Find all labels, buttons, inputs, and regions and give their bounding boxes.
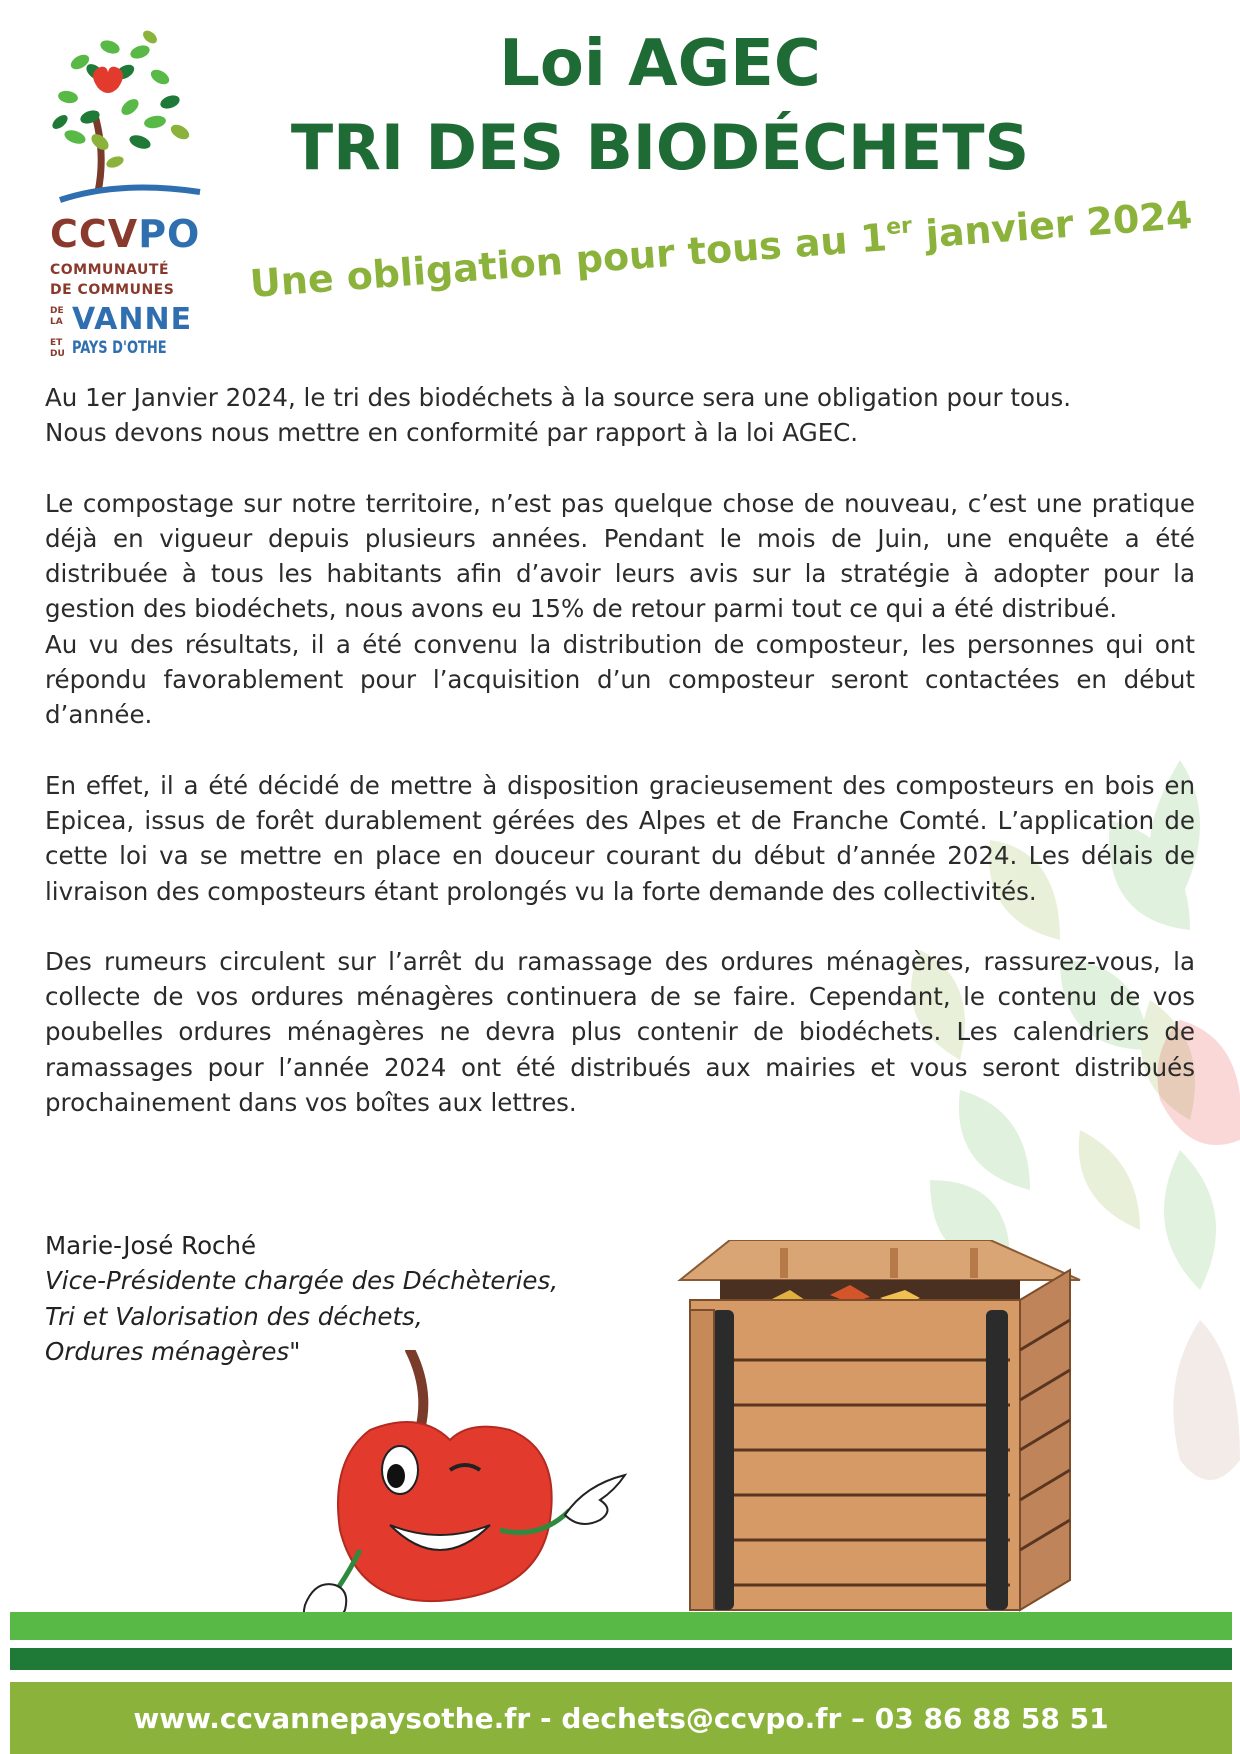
paragraph-resultats: Au vu des résultats, il a été convenu la distribution de composteur, les personnes qui ont répondu favorablement pour l’acquisition d’un composteur seront contactées en début d’année. <box>45 629 1195 730</box>
logo-vanne: VANNE <box>72 302 193 337</box>
logo-small-la: LA <box>50 317 63 327</box>
logo-pays-othe: PAYS D'OTHE <box>72 338 167 358</box>
ccvpo-logo <box>40 22 210 359</box>
footer-stripe-light <box>10 1612 1232 1640</box>
signature-name: Marie-José Roché <box>45 1231 257 1260</box>
logo-acronym: CCVPO <box>50 212 201 256</box>
signature-role-line1: Vice-Présidente chargée des Déchèteries, <box>45 1266 559 1296</box>
footer-bar <box>10 1682 1232 1754</box>
logo-line-communaute: COMMUNAUTÉ <box>50 262 170 278</box>
compost-bin-illustration <box>660 1240 1100 1620</box>
logo-small-de: DE <box>50 306 64 316</box>
logo-small-et: ET <box>50 338 63 348</box>
subtitle-obligation: Une obligation pour tous au 1er janvier 2024 <box>248 192 1194 306</box>
logo-line-de-communes: DE COMMUNES <box>50 282 175 298</box>
paragraph-en-effet: En effet, il a été décidé de mettre à disposition gracieusement des composteurs en bois en Epicea, issus de forêt durablement gérées des Alpes et de Franche Comté. L’application de cette loi va se mettre en place en douceur courant du début d’année 2024. Les délais de livraison des composteurs étant prolongés vu la forte demande des collectivités. <box>45 770 1195 906</box>
footer-contact: www.ccvannepaysothe.fr - dechets@ccvpo.fr – 03 86 88 58 51 <box>133 1701 1109 1735</box>
article-body <box>45 380 1195 1120</box>
signature-block <box>45 1228 558 1369</box>
paragraph-compostage: Le compostage sur notre territoire, n’est pas quelque chose de nouveau, c’est une pratique déjà en vigueur depuis plusieurs années. Pendant le mois de Juin, une enquête a été distribuée à tous les habitants afin d’avoir leurs avis sur la stratégie à adopter pour la gestion des biodéchets, nous avons eu 15% de retour parmi tout ce qui a été distribué. <box>45 488 1195 624</box>
title-loi-agec: Loi AGEC <box>499 27 821 101</box>
paragraph-intro: Au 1er Janvier 2024, le tri des biodéchets à la source sera une obligation pour tous. Nous devons nous mettre en conformité par rapport à la loi AGEC. <box>45 383 1072 448</box>
signature-role-line2: Tri et Valorisation des déchets, <box>45 1301 423 1331</box>
signature-role-line3: Ordures ménagères" <box>45 1336 301 1366</box>
tree-logo-icon <box>40 22 210 212</box>
logo-small-du: DU <box>50 349 65 359</box>
apple-mascot-illustration <box>300 1350 680 1650</box>
title-tri-biodechets: TRI DES BIODÉCHETS <box>290 111 1030 184</box>
paragraph-rumeurs: Des rumeurs circulent sur l’arrêt du ramassage des ordures ménagères, rassurez-vous, la collecte de vos ordures ménagères continuera de se faire. Cependant, le contenu de vos poubelles ordures ménagères ne devra plus contenir de biodéchets. Les calendriers de ramassages pour l’année 2024 ont été distribués aux mairies et vous seront distribués prochainement dans vos boîtes aux lettres. <box>45 946 1195 1118</box>
footer-stripe-dark <box>10 1648 1232 1670</box>
